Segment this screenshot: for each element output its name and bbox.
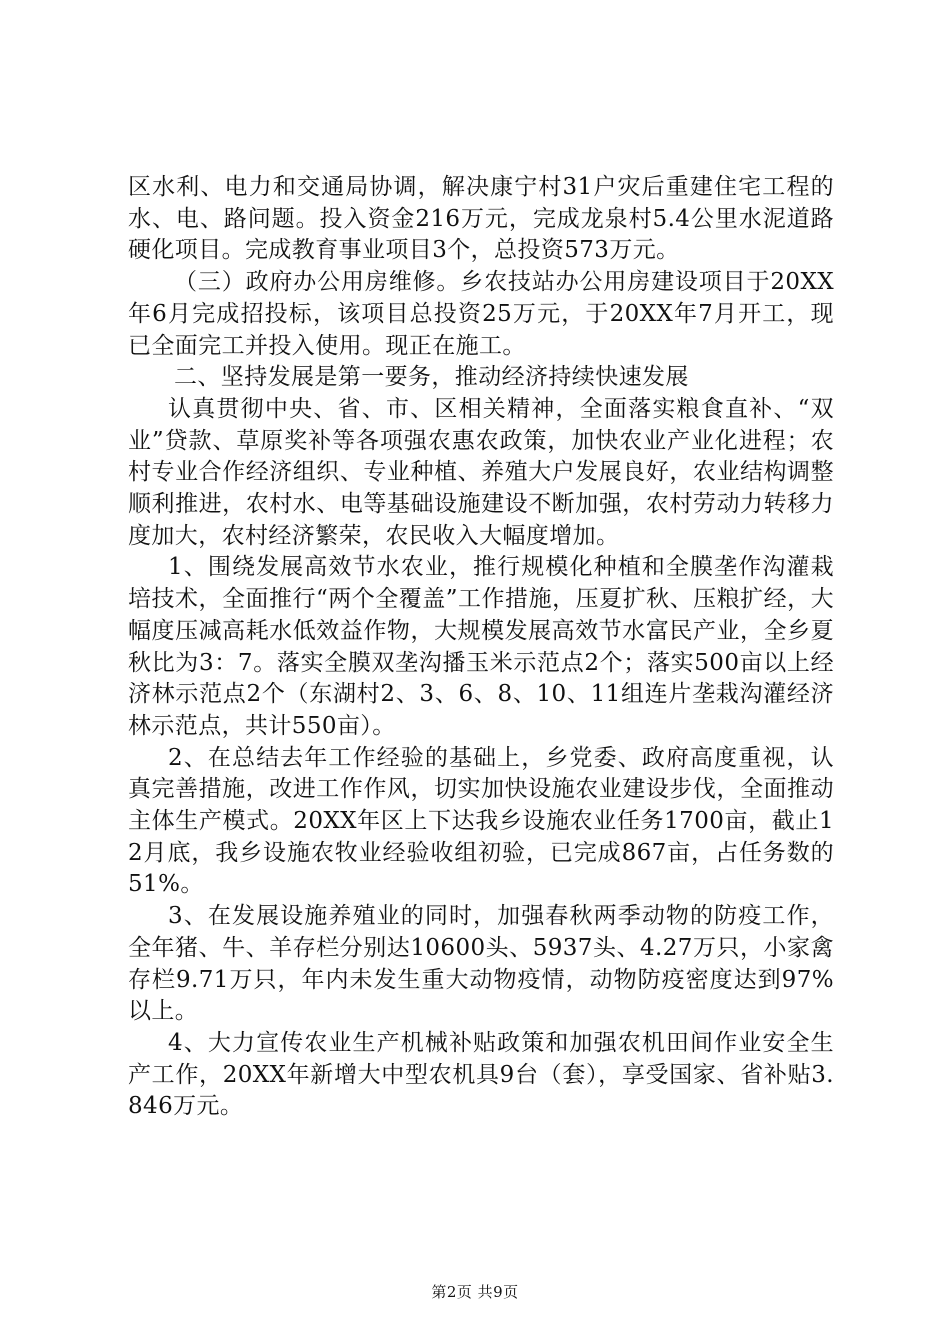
paragraph-office-repair: （三）政府办公用房维修。乡农技站办公用房建设项目于20XX年6月完成招投标，该项目总投资25万元，于20XX年7月开工，现已全面完工并投入使用。现正在施工。 (128, 269, 834, 359)
paragraph-item-3-animal-husbandry: 3、在发展设施养殖业的同时，加强春秋两季动物的防疫工作，全年猪、牛、羊存栏分别达10600头、5937头、4.27万只，小家禽存栏9.71万只，年内未发生重大动物疫情，动物防疫密度达到97%以上。 (128, 903, 834, 1025)
paragraph-infrastructure-continued: 区水利、电力和交通局协调，解决康宁村31户灾后重建住宅工程的水、电、路问题。投入资金216万元，完成龙泉村5.4公里水泥道路硬化项目。完成教育事业项目3个，总投资573万元。 (128, 174, 834, 264)
paragraph-item-2-facility-agriculture: 2、在总结去年工作经验的基础上，乡党委、政府高度重视，认真完善措施，改进工作作风，切实加快设施农业建设步伐，全面推动主体生产模式。20XX年区上下达我乡设施农业任务1700亩，截止12月底，我乡设施农牧业经验收组初验，已完成867亩，占任务数的51%。 (128, 744, 834, 898)
paragraph-item-1-water-saving: 1、围绕发展高效节水农业，推行规模化种植和全膜垄作沟灌栽培技术，全面推行“两个全覆盖”工作措施，压夏扩秋、压粮扩经，大幅度压减高耗水低效益作物，大规模发展高效节水富民产业，全乡夏秋比为3：7。落实全膜双垄沟播玉米示范点2个；落实500亩以上经济林示范点2个（东湖村2、3、6、8、10、11组连片垄栽沟灌经济林示范点，共计550亩）。 (128, 554, 834, 739)
section-heading-economic-development: 二、坚持发展是第一要务，推动经济持续快速发展 (174, 364, 689, 391)
paragraph-policy-implementation: 认真贯彻中央、省、市、区相关精神，全面落实粮食直补、“双业”贷款、草原奖补等各项强农惠农政策，加快农业产业化进程；农村专业合作经济组织、专业种植、养殖大户发展良好，农业结构调整顺利推进，农村水、电等基础设施建设不断加强，农村劳动力转移力度加大，农村经济繁荣，农民收入大幅度增加。 (128, 395, 834, 549)
page-number-footer: 第2页 共9页 (431, 1283, 519, 1301)
document-body (128, 172, 834, 1123)
paragraph-item-4-machinery-subsidy: 4、大力宣传农业生产机械补贴政策和加强农机田间作业安全生产工作，20XX年新增大中型农机具9台（套），享受国家、省补贴3.846万元。 (128, 1029, 834, 1120)
